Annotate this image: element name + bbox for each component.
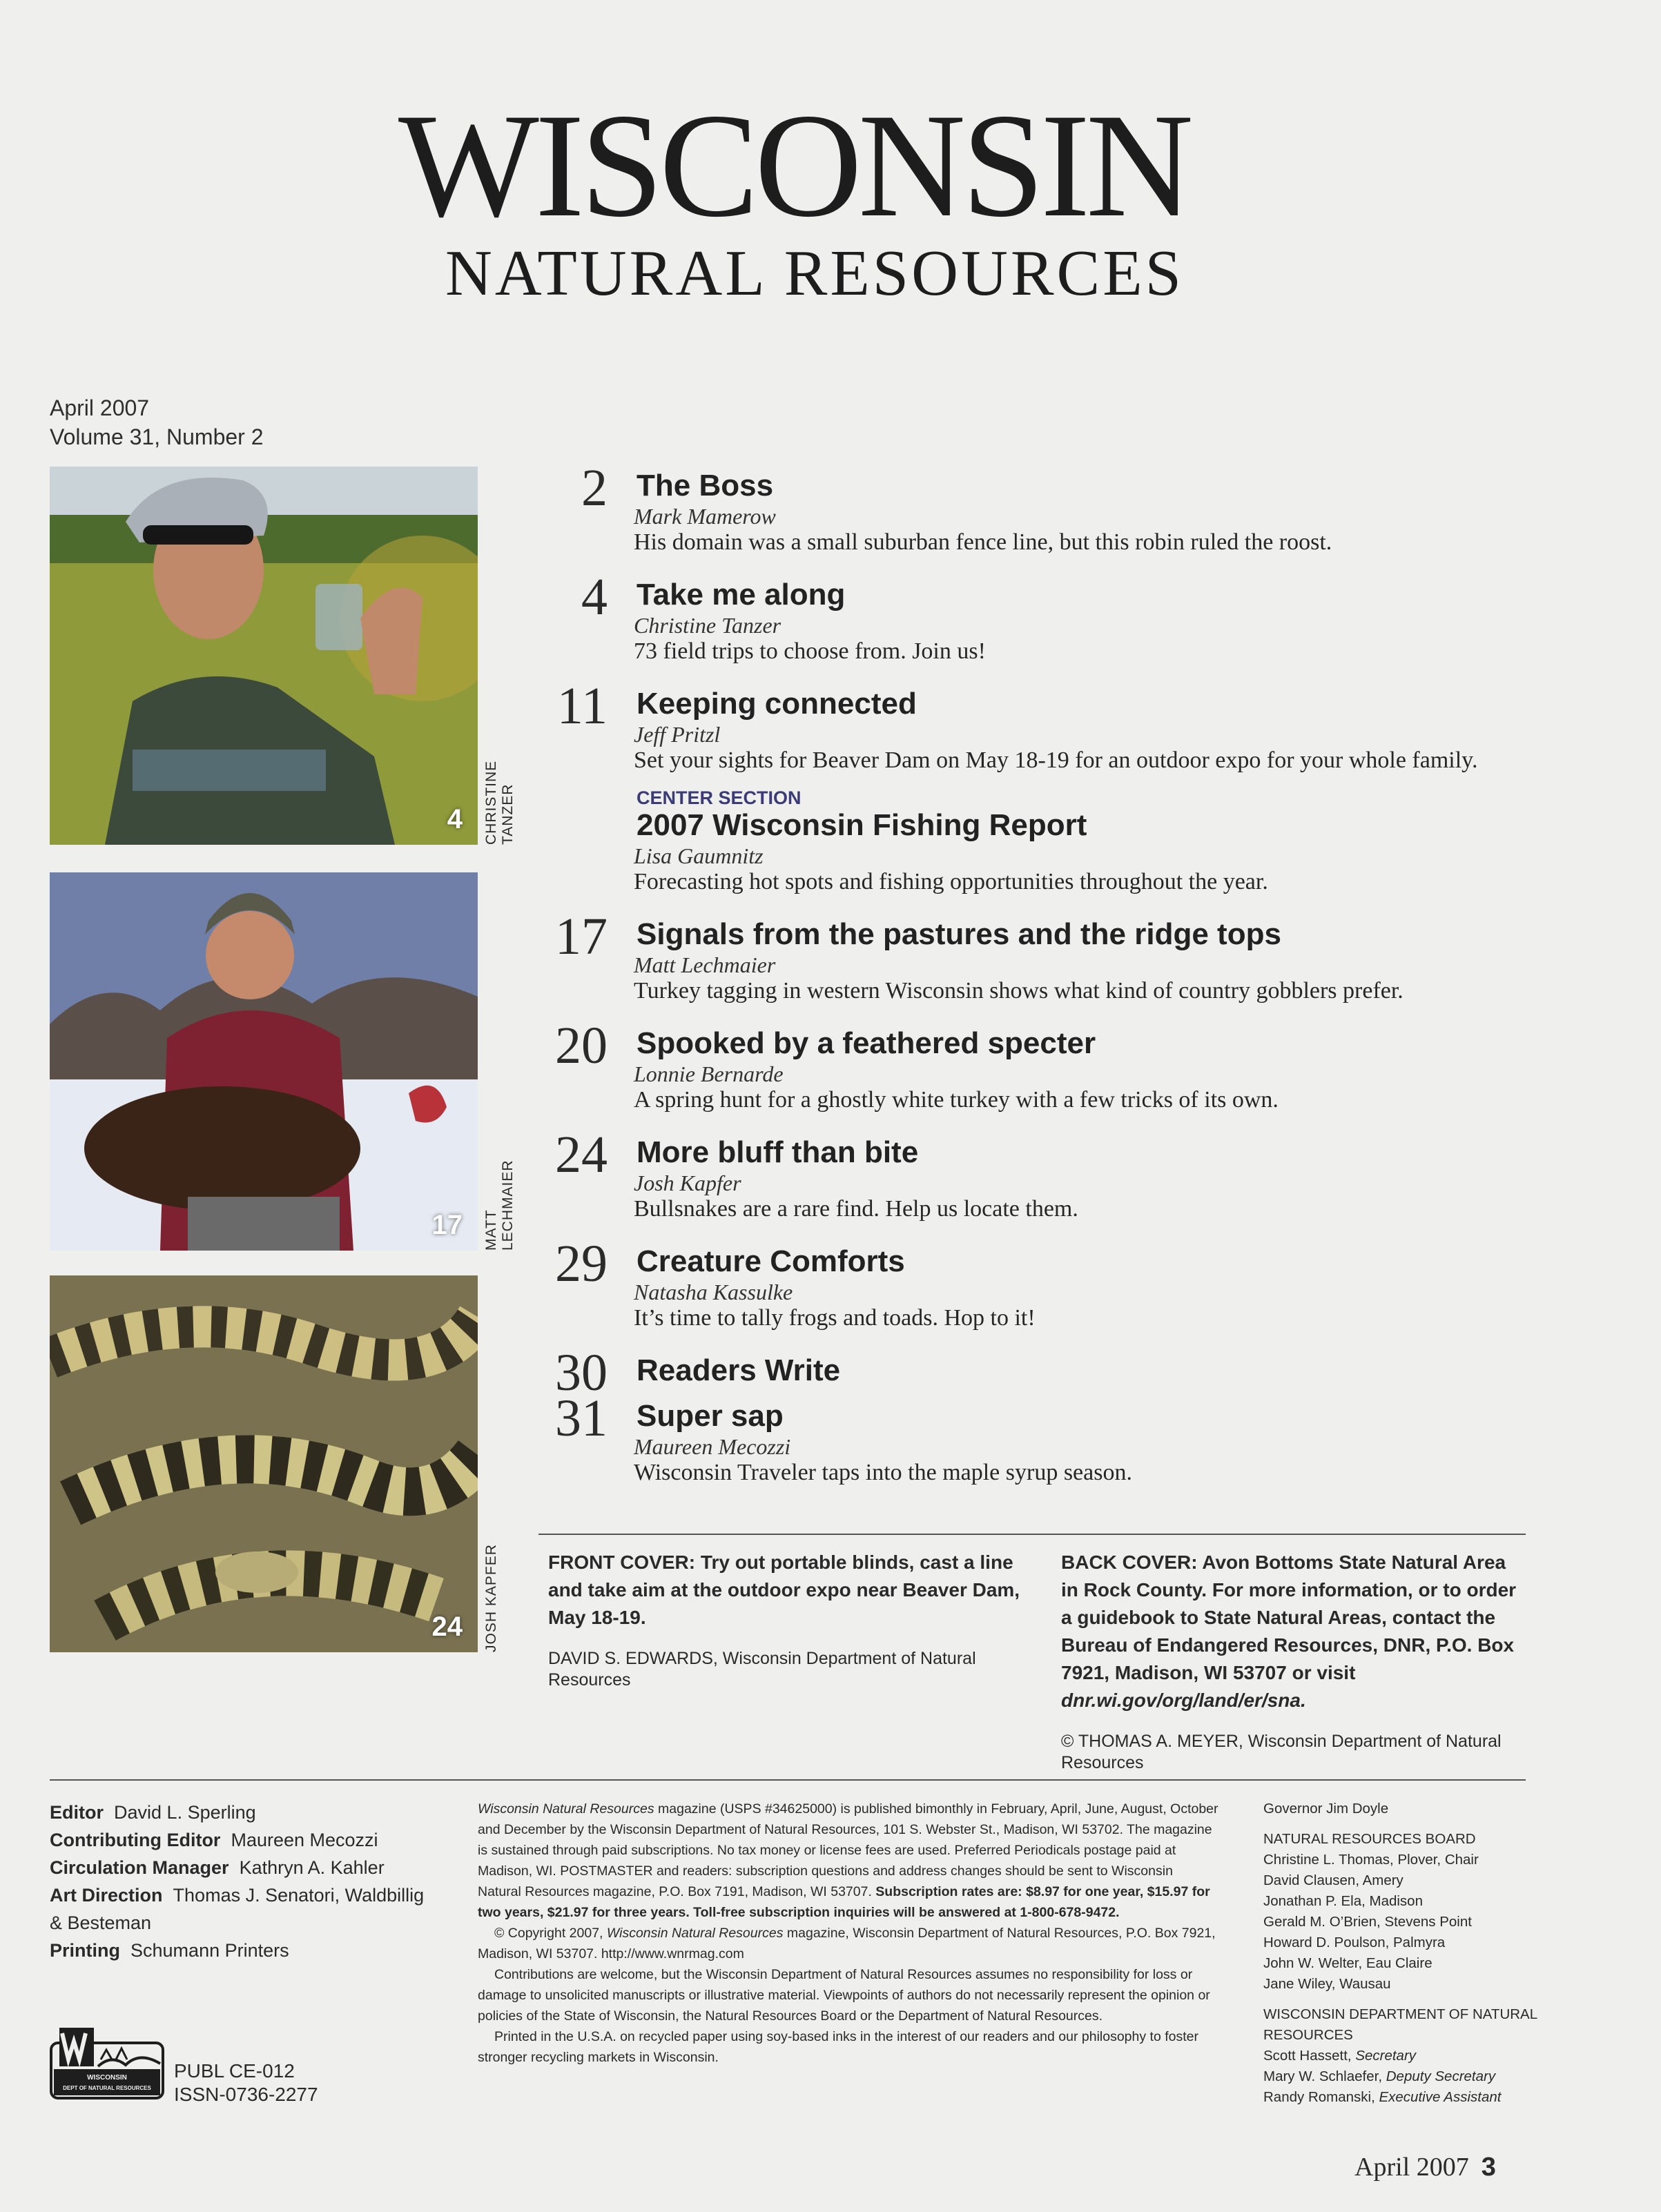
- subscription-rates: Subscription rates are: $8.97 for one year, $15.97 for two years, $21.97 for three years. Toll-free subscription inquiries will be answered at 1-800-678-9472.: [478, 1884, 1210, 1920]
- staff-item: [50, 1881, 436, 1937]
- toc-author: Christine Tanzer: [634, 613, 781, 638]
- photo-page-number: 24: [431, 1612, 463, 1642]
- toc-description: Turkey tagging in western Wisconsin shows what kind of country gobblers prefer.: [634, 978, 1403, 1004]
- toc-author: Jeff Pritzl: [634, 722, 721, 747]
- staff-item: [50, 1937, 436, 1964]
- divider: [50, 1779, 1526, 1781]
- toc-description: Bullsnakes are a rare find. Help us locate them.: [634, 1196, 1078, 1222]
- toc-page-number: 30: [555, 1344, 608, 1402]
- masthead: [345, 83, 1243, 309]
- toc-page-number: 17: [555, 908, 608, 966]
- back-cover-text: BACK COVER: Avon Bottoms State Natural Area in Rock County. For more information, or to order a guidebook to State Natural Areas, contact the Bureau of Endangered Resources, DNR, P.O. Box 7921, Madison, WI 53707 or visit: [1061, 1552, 1517, 1683]
- board-member: David Clausen, Amery: [1263, 1872, 1403, 1888]
- board-list: [1263, 1799, 1539, 2108]
- staff-role: Art Direction: [50, 1885, 163, 1906]
- staff-item: [50, 1826, 436, 1854]
- toc-page-number: 2: [581, 459, 608, 517]
- toc-author: Matt Lechmaier: [634, 952, 776, 977]
- toc-page-number: 31: [555, 1389, 608, 1447]
- governor: Governor Jim Doyle: [1263, 1801, 1389, 1817]
- toc-entry[interactable]: [538, 1237, 1533, 1332]
- copyright-paragraph: © Copyright 2007, Wisconsin Natural Resources magazine, Wisconsin Department of Natural Resources, P.O. Box 7921, Madison, WI 53707. http://www.wnrmag.com: [478, 1926, 1216, 1961]
- issn: ISSN-0736-2277: [174, 2084, 318, 2105]
- toc-description: His domain was a small suburban fence line, but this robin ruled the roost.: [634, 529, 1332, 555]
- toc-author: Maureen Mecozzi: [634, 1434, 791, 1459]
- back-cover-note: [1061, 1549, 1517, 1774]
- toc-description: Set your sights for Beaver Dam on May 18-19 for an outdoor expo for your whole family.: [634, 747, 1478, 773]
- staff-name: David L. Sperling: [114, 1802, 256, 1823]
- officer: Scott Hassett, Secretary: [1263, 2048, 1417, 2064]
- back-cover-credit: © THOMAS A. MEYER, Wisconsin Department of Natural Resources: [1061, 1732, 1502, 1772]
- toc-author: Josh Kapfer: [634, 1171, 741, 1195]
- contributions-paragraph: Contributions are welcome, but the Wisconsin Department of Natural Resources assumes no responsibility for loss or damage to unsolicited manuscripts or illustrative material. Viewpoints of authors do not necessarily represent the opinion or policies of the State of Wisconsin, the Natural Resources Board or the Department of Natural Resources.: [478, 1967, 1210, 2024]
- divider: [538, 1534, 1526, 1535]
- magazine-name: Wisconsin Natural Resources: [478, 1801, 654, 1817]
- toc-title: Spooked by a feathered specter: [637, 1026, 1096, 1060]
- photo-page-number: 17: [431, 1210, 463, 1240]
- publ-code: PUBL CE-012: [174, 2060, 295, 2082]
- toc-entry[interactable]: [538, 679, 1533, 774]
- toc-entry[interactable]: [538, 570, 1533, 665]
- toc-title: 2007 Wisconsin Fishing Report: [637, 808, 1087, 842]
- toc-title: More bluff than bite: [637, 1135, 919, 1169]
- toc-description: A spring hunt for a ghostly white turkey with a few tricks of its own.: [634, 1087, 1279, 1113]
- board-member: Christine L. Thomas, Plover, Chair: [1263, 1852, 1479, 1868]
- staff-role: Contributing Editor: [50, 1830, 221, 1850]
- toc-entry[interactable]: [538, 461, 1533, 556]
- toc-entry[interactable]: [538, 1019, 1533, 1114]
- toc-title: Keeping connected: [637, 687, 917, 721]
- publication-codes: [174, 2059, 318, 2106]
- photo-bullsnake: [50, 1275, 478, 1652]
- toc-entry[interactable]: [538, 910, 1533, 1005]
- toc-page-number: 20: [555, 1017, 608, 1075]
- logo-text: DEPT OF NATURAL RESOURCES: [63, 2085, 151, 2091]
- toc-description: Forecasting hot spots and fishing opportunities throughout the year.: [634, 869, 1268, 894]
- magazine-title: WISCONSIN: [398, 83, 1190, 248]
- toc-title: Readers Write: [637, 1353, 841, 1387]
- toc-entry[interactable]: [538, 1128, 1533, 1223]
- publication-paragraph: Wisconsin Natural Resources magazine (USPS #34625000) is published bimonthly in February, April, June, August, October and December by the Wisconsin Department of Natural Resources, 101 S. Webster St., Madison, WI 53702. The magazine is sustained through paid subscriptions. No tax money or license fees are used. Preferred Periodicals postage paid at Madison, WI. POSTMASTER and readers: subscription questions and address changes should be sent to Wisconsin Natural Resources magazine, P.O. Box 7191, Madison, WI 53707. Subscription rates are: $8.97 for one year, $15.97 for two years, $21.97 for three years. Toll-free subscription inquiries will be answered at 1-800-678-9472.: [478, 1801, 1218, 1920]
- staff-item: [50, 1799, 436, 1826]
- toc-kicker: CENTER SECTION: [637, 787, 802, 808]
- table-of-contents: [538, 461, 1533, 1500]
- officer: Mary W. Schlaefer, Deputy Secretary: [1263, 2068, 1496, 2084]
- board-member: Jonathan P. Ela, Madison: [1263, 1893, 1423, 1909]
- logo-text: WISCONSIN: [87, 2074, 127, 2082]
- toc-title: Super sap: [637, 1399, 784, 1433]
- toc-author: Lisa Gaumnitz: [634, 843, 764, 868]
- department-heading: WISCONSIN DEPARTMENT OF NATURAL RESOURCES: [1263, 2006, 1537, 2043]
- front-cover-note: [548, 1549, 1024, 1691]
- staff-item: [50, 1854, 436, 1881]
- toc-title: The Boss: [637, 469, 774, 502]
- staff-name: Maureen Mecozzi: [231, 1830, 378, 1850]
- toc-page-number: 24: [555, 1126, 608, 1184]
- publication-info: [478, 1799, 1220, 2068]
- toc-page-number: 11: [556, 677, 608, 735]
- photo-credit: JOSH KAPFER: [483, 1544, 499, 1652]
- toc-description: 73 field trips to choose from. Join us!: [634, 638, 986, 664]
- staff-role: Editor: [50, 1802, 104, 1823]
- toc-entry[interactable]: [538, 1391, 1533, 1487]
- board-heading: NATURAL RESOURCES BOARD: [1263, 1831, 1476, 1847]
- front-cover-text: FRONT COVER: Try out portable blinds, cast a line and take aim at the outdoor expo near Beaver Dam, May 18-19.: [548, 1552, 1020, 1628]
- board-member: Gerald M. O’Brien, Stevens Point: [1263, 1914, 1472, 1930]
- board-member: John W. Welter, Eau Claire: [1263, 1955, 1432, 1971]
- front-cover-credit: DAVID S. EDWARDS, Wisconsin Department of Natural Resources: [548, 1649, 976, 1690]
- staff-name: Schumann Printers: [130, 1940, 289, 1961]
- officer: Randy Romanski, Executive Assistant: [1263, 2089, 1502, 2105]
- folio-date: April 2007: [1354, 2153, 1469, 2182]
- toc-page-number: 29: [555, 1235, 608, 1293]
- photo-take-me-along: [50, 467, 478, 845]
- issue-info: [50, 393, 264, 451]
- magazine-subtitle: NATURAL RESOURCES: [445, 237, 1184, 309]
- photo-credit: MATT LECHMAIER: [483, 1159, 516, 1251]
- toc-author: Mark Mamerow: [634, 504, 776, 529]
- staff-role: Printing: [50, 1940, 120, 1961]
- toc-title: Signals from the pastures and the ridge tops: [637, 917, 1281, 951]
- printed-paragraph: Printed in the U.S.A. on recycled paper using soy-based inks in the interest of our readers and our philosophy to foster stronger recycling markets in Wisconsin.: [478, 2029, 1198, 2065]
- toc-author: Natasha Kassulke: [634, 1280, 793, 1304]
- dnr-logo: [50, 2024, 164, 2100]
- toc-page-number: 4: [581, 568, 608, 626]
- page-folio: [1354, 2152, 1496, 2182]
- photo-credit: CHRISTINE TANZER: [483, 760, 516, 845]
- folio-page-number: 3: [1481, 2153, 1496, 2182]
- issue-date: April 2007: [50, 395, 150, 420]
- toc-description: It’s time to tally frogs and toads. Hop to it!: [634, 1305, 1036, 1331]
- photo-turkey: [50, 872, 478, 1251]
- issue-volume: Volume 31, Number 2: [50, 424, 264, 449]
- toc-title: Take me along: [637, 578, 846, 611]
- toc-entry[interactable]: [538, 1344, 1533, 1402]
- staff-list: [50, 1799, 436, 1964]
- toc-entry[interactable]: [538, 788, 1533, 896]
- staff-name: Thomas J. Senatori, Waldbillig & Besteman: [50, 1885, 425, 1933]
- photo-page-number: 4: [447, 804, 463, 834]
- toc-title: Creature Comforts: [637, 1244, 905, 1278]
- staff-role: Circulation Manager: [50, 1857, 229, 1878]
- board-member: Jane Wiley, Wausau: [1263, 1976, 1391, 1992]
- staff-name: Kathryn A. Kahler: [239, 1857, 385, 1878]
- toc-description: Wisconsin Traveler taps into the maple syrup season.: [634, 1460, 1132, 1485]
- back-cover-url[interactable]: dnr.wi.gov/org/land/er/sna.: [1061, 1690, 1306, 1711]
- board-member: Howard D. Poulson, Palmyra: [1263, 1935, 1446, 1950]
- toc-author: Lonnie Bernarde: [634, 1061, 784, 1086]
